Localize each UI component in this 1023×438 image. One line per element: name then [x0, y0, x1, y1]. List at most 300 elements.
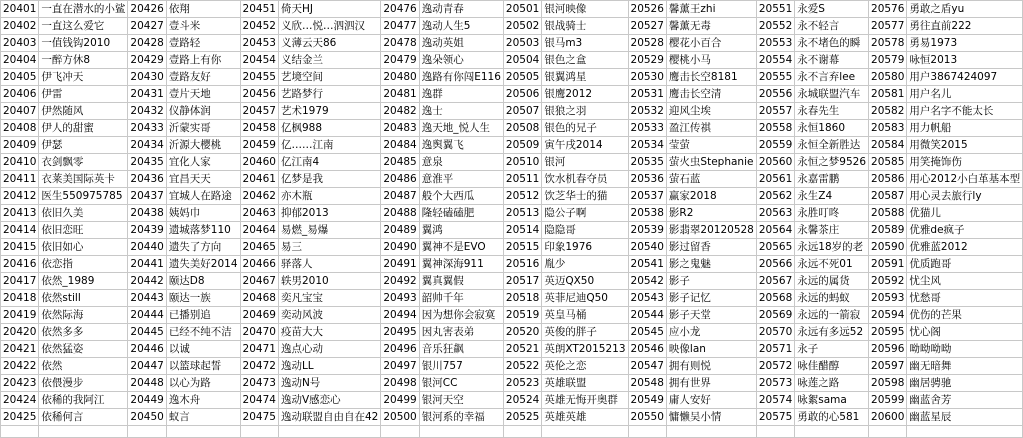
name-cell[interactable]: 依然多多	[39, 324, 128, 341]
name-cell[interactable]: 银河	[542, 154, 628, 171]
name-cell[interactable]: 依旧久美	[39, 205, 128, 222]
id-cell[interactable]: 20417	[1, 273, 39, 290]
name-cell[interactable]: 沂源大樱桃	[166, 137, 240, 154]
name-cell[interactable]: 英雄英雄	[542, 409, 628, 426]
name-cell[interactable]: 勇敢之盾yu	[907, 1, 1023, 18]
id-cell[interactable]: 20535	[628, 154, 666, 171]
name-cell[interactable]: 依旧如心	[39, 239, 128, 256]
id-cell[interactable]: 20597	[869, 358, 907, 375]
name-cell[interactable]: 萤火虫Stephanie	[666, 154, 756, 171]
id-cell[interactable]: 20578	[869, 35, 907, 52]
id-cell[interactable]: 20468	[240, 290, 278, 307]
id-cell[interactable]: 20590	[869, 239, 907, 256]
id-cell[interactable]: 20449	[128, 392, 166, 409]
name-cell[interactable]: 英朗XT2015213	[542, 341, 628, 358]
name-cell[interactable]: 用笑掩饰伤	[907, 154, 1023, 171]
name-cell[interactable]: 胤少	[542, 256, 628, 273]
name-cell[interactable]: 意泉	[419, 154, 503, 171]
name-cell[interactable]: 永恒全新胜达	[795, 137, 869, 154]
id-cell[interactable]: 20523	[503, 375, 541, 392]
name-cell[interactable]: 宜城人在路途	[166, 188, 240, 205]
name-cell[interactable]: 疫苗大大	[278, 324, 380, 341]
id-cell[interactable]: 20544	[628, 307, 666, 324]
id-cell[interactable]: 20474	[240, 392, 278, 409]
name-cell[interactable]: 优伤的芒果	[907, 307, 1023, 324]
name-cell[interactable]: 饮芝华士的猫	[542, 188, 628, 205]
id-cell[interactable]: 20409	[1, 137, 39, 154]
name-cell[interactable]: 壹斗米	[166, 18, 240, 35]
name-cell[interactable]: 寅午戌2014	[542, 137, 628, 154]
name-cell[interactable]: 隐隐哥	[542, 222, 628, 239]
name-cell[interactable]: 逸动LL	[278, 358, 380, 375]
name-cell[interactable]: 优雅蓝2012	[907, 239, 1023, 256]
id-cell[interactable]: 20582	[869, 103, 907, 120]
empty-cell[interactable]	[39, 426, 128, 438]
id-cell[interactable]: 20583	[869, 120, 907, 137]
name-cell[interactable]: 颐达一族	[166, 290, 240, 307]
empty-cell[interactable]	[503, 426, 541, 438]
name-cell[interactable]: 优雅de疯子	[907, 222, 1023, 239]
name-cell[interactable]: 永馨茶庄	[795, 222, 869, 239]
name-cell[interactable]: 宜昌天天	[166, 171, 240, 188]
name-cell[interactable]: 抑郁2013	[278, 205, 380, 222]
name-cell[interactable]: 逸动N号	[278, 375, 380, 392]
id-cell[interactable]: 20572	[756, 358, 794, 375]
id-cell[interactable]: 20573	[756, 375, 794, 392]
name-cell[interactable]: 影子	[666, 273, 756, 290]
id-cell[interactable]: 20479	[381, 52, 419, 69]
id-cell[interactable]: 20598	[869, 375, 907, 392]
id-cell[interactable]: 20534	[628, 137, 666, 154]
id-cell[interactable]: 20556	[756, 86, 794, 103]
id-cell[interactable]: 20461	[240, 171, 278, 188]
empty-cell[interactable]	[240, 426, 278, 438]
id-cell[interactable]: 20585	[869, 154, 907, 171]
name-cell[interactable]: 应小龙	[666, 324, 756, 341]
id-cell[interactable]: 20431	[128, 86, 166, 103]
name-cell[interactable]: 用户名儿	[907, 86, 1023, 103]
id-cell[interactable]: 20547	[628, 358, 666, 375]
name-cell[interactable]: 音乐狂飙	[419, 341, 503, 358]
id-cell[interactable]: 20401	[1, 1, 39, 18]
empty-cell[interactable]	[628, 426, 666, 438]
id-cell[interactable]: 20450	[128, 409, 166, 426]
name-cell[interactable]: 永不言弃lee	[795, 69, 869, 86]
name-cell[interactable]: 依恋指	[39, 256, 128, 273]
name-cell[interactable]: 永远的属货	[795, 273, 869, 290]
name-cell[interactable]: 幽蓝舍芳	[907, 392, 1023, 409]
name-cell[interactable]: 庸人安好	[666, 392, 756, 409]
empty-cell[interactable]	[795, 426, 869, 438]
name-cell[interactable]: 般个大西瓜	[419, 188, 503, 205]
id-cell[interactable]: 20405	[1, 69, 39, 86]
id-cell[interactable]: 20465	[240, 239, 278, 256]
id-cell[interactable]: 20586	[869, 171, 907, 188]
name-cell[interactable]: 永不轻言	[795, 18, 869, 35]
name-cell[interactable]: 永恒之梦9526	[795, 154, 869, 171]
id-cell[interactable]: 20522	[503, 358, 541, 375]
id-cell[interactable]: 20508	[503, 120, 541, 137]
id-cell[interactable]: 20425	[1, 409, 39, 426]
id-cell[interactable]: 20484	[381, 137, 419, 154]
name-cell[interactable]: 隆轻磕磕肥	[419, 205, 503, 222]
id-cell[interactable]: 20408	[1, 120, 39, 137]
name-cell[interactable]: 逸动V感恋心	[278, 392, 380, 409]
name-cell[interactable]: 依旧恋旺	[39, 222, 128, 239]
name-cell[interactable]: 逸动青春	[419, 1, 503, 18]
id-cell[interactable]: 20548	[628, 375, 666, 392]
id-cell[interactable]: 20550	[628, 409, 666, 426]
name-cell[interactable]: 忧心阁	[907, 324, 1023, 341]
id-cell[interactable]: 20502	[503, 18, 541, 35]
name-cell[interactable]: 依偎漫步	[39, 375, 128, 392]
name-cell[interactable]: 义结金兰	[278, 52, 380, 69]
name-cell[interactable]: 奕动风波	[278, 307, 380, 324]
id-cell[interactable]: 20564	[756, 222, 794, 239]
name-cell[interactable]: 依然_1989	[39, 273, 128, 290]
name-cell[interactable]: 依然猛姿	[39, 341, 128, 358]
id-cell[interactable]: 20437	[128, 188, 166, 205]
id-cell[interactable]: 20516	[503, 256, 541, 273]
name-cell[interactable]: 亿梦是我	[278, 171, 380, 188]
name-cell[interactable]: 用心灵去旅行ly	[907, 188, 1023, 205]
id-cell[interactable]: 20574	[756, 392, 794, 409]
id-cell[interactable]: 20511	[503, 171, 541, 188]
name-cell[interactable]: 永恒1860	[795, 120, 869, 137]
id-cell[interactable]: 20500	[381, 409, 419, 426]
id-cell[interactable]: 20537	[628, 188, 666, 205]
empty-cell[interactable]	[166, 426, 240, 438]
name-cell[interactable]: 逸舆翼飞	[419, 137, 503, 154]
id-cell[interactable]: 20503	[503, 35, 541, 52]
id-cell[interactable]: 20427	[128, 18, 166, 35]
id-cell[interactable]: 20539	[628, 222, 666, 239]
name-cell[interactable]: 永胜叮咚	[795, 205, 869, 222]
id-cell[interactable]: 20423	[1, 375, 39, 392]
name-cell[interactable]: 英菲尼迪Q50	[542, 290, 628, 307]
name-cell[interactable]: 易燃_易爆	[278, 222, 380, 239]
empty-cell[interactable]	[381, 426, 419, 438]
id-cell[interactable]: 20488	[381, 205, 419, 222]
name-cell[interactable]: 永不堵色的瞬	[795, 35, 869, 52]
id-cell[interactable]: 20506	[503, 86, 541, 103]
id-cell[interactable]: 20600	[869, 409, 907, 426]
name-cell[interactable]: 一直这么爱它	[39, 18, 128, 35]
name-cell[interactable]: 用户3867424097	[907, 69, 1023, 86]
name-cell[interactable]: 遗失美好2014	[166, 256, 240, 273]
name-cell[interactable]: 壹路上有你	[166, 52, 240, 69]
id-cell[interactable]: 20463	[240, 205, 278, 222]
id-cell[interactable]: 20528	[628, 35, 666, 52]
id-cell[interactable]: 20575	[756, 409, 794, 426]
id-cell[interactable]: 20591	[869, 256, 907, 273]
name-cell[interactable]: 亿枫988	[278, 120, 380, 137]
id-cell[interactable]: 20557	[756, 103, 794, 120]
id-cell[interactable]: 20470	[240, 324, 278, 341]
id-cell[interactable]: 20445	[128, 324, 166, 341]
id-cell[interactable]: 20407	[1, 103, 39, 120]
empty-cell[interactable]	[128, 426, 166, 438]
id-cell[interactable]: 20569	[756, 307, 794, 324]
name-cell[interactable]: 壹路友好	[166, 69, 240, 86]
name-cell[interactable]: 奕凡宝宝	[278, 290, 380, 307]
id-cell[interactable]: 20501	[503, 1, 541, 18]
empty-cell[interactable]	[278, 426, 380, 438]
id-cell[interactable]: 20464	[240, 222, 278, 239]
id-cell[interactable]: 20513	[503, 205, 541, 222]
id-cell[interactable]: 20487	[381, 188, 419, 205]
name-cell[interactable]: 拥有则悦	[666, 358, 756, 375]
id-cell[interactable]: 20422	[1, 358, 39, 375]
id-cell[interactable]: 20430	[128, 69, 166, 86]
id-cell[interactable]: 20594	[869, 307, 907, 324]
name-cell[interactable]: 幽无暗舞	[907, 358, 1023, 375]
name-cell[interactable]: 樱桃小马	[666, 52, 756, 69]
name-cell[interactable]: 颐达D8	[166, 273, 240, 290]
id-cell[interactable]: 20466	[240, 256, 278, 273]
id-cell[interactable]: 20452	[240, 18, 278, 35]
id-cell[interactable]: 20486	[381, 171, 419, 188]
id-cell[interactable]: 20456	[240, 86, 278, 103]
name-cell[interactable]: 英伦之恋	[542, 358, 628, 375]
empty-cell[interactable]	[542, 426, 628, 438]
id-cell[interactable]: 20521	[503, 341, 541, 358]
name-cell[interactable]: 依然	[39, 358, 128, 375]
id-cell[interactable]: 20509	[503, 137, 541, 154]
name-cell[interactable]: 永嘉雷鹏	[795, 171, 869, 188]
id-cell[interactable]: 20515	[503, 239, 541, 256]
name-cell[interactable]: 伊瑟	[39, 137, 128, 154]
id-cell[interactable]: 20570	[756, 324, 794, 341]
id-cell[interactable]: 20434	[128, 137, 166, 154]
name-cell[interactable]: 呦呦呦呦	[907, 341, 1023, 358]
name-cell[interactable]: 印象1976	[542, 239, 628, 256]
id-cell[interactable]: 20451	[240, 1, 278, 18]
id-cell[interactable]: 20519	[503, 307, 541, 324]
name-cell[interactable]: 盈江传祺	[666, 120, 756, 137]
name-cell[interactable]: 逸点心动	[278, 341, 380, 358]
id-cell[interactable]: 20518	[503, 290, 541, 307]
id-cell[interactable]: 20459	[240, 137, 278, 154]
id-cell[interactable]: 20554	[756, 52, 794, 69]
name-cell[interactable]: 鹰击长空清	[666, 86, 756, 103]
name-cell[interactable]: 咏莲之路	[795, 375, 869, 392]
name-cell[interactable]: 莹萤	[666, 137, 756, 154]
name-cell[interactable]: 一醉方休8	[39, 52, 128, 69]
name-cell[interactable]: 用力帆船	[907, 120, 1023, 137]
id-cell[interactable]: 20546	[628, 341, 666, 358]
name-cell[interactable]: 银河CC	[419, 375, 503, 392]
name-cell[interactable]: 银色的兄子	[542, 120, 628, 137]
name-cell[interactable]: 永远的一箭寂	[795, 307, 869, 324]
id-cell[interactable]: 20416	[1, 256, 39, 273]
id-cell[interactable]: 20471	[240, 341, 278, 358]
name-cell[interactable]: 鹰击长空8181	[666, 69, 756, 86]
name-cell[interactable]: 樱花小百合	[666, 35, 756, 52]
id-cell[interactable]: 20531	[628, 86, 666, 103]
id-cell[interactable]: 20579	[869, 52, 907, 69]
id-cell[interactable]: 20551	[756, 1, 794, 18]
id-cell[interactable]: 20540	[628, 239, 666, 256]
name-cell[interactable]: 影R2	[666, 205, 756, 222]
name-cell[interactable]: 永爱S	[795, 1, 869, 18]
name-cell[interactable]: 义薄云天86	[278, 35, 380, 52]
name-cell[interactable]: 逸动英姐	[419, 35, 503, 52]
id-cell[interactable]: 20482	[381, 103, 419, 120]
name-cell[interactable]: 医生550975785	[39, 188, 128, 205]
id-cell[interactable]: 20529	[628, 52, 666, 69]
id-cell[interactable]: 20453	[240, 35, 278, 52]
name-cell[interactable]: 用微笑2015	[907, 137, 1023, 154]
name-cell[interactable]: 逸天地_悦人生	[419, 120, 503, 137]
name-cell[interactable]: 勇往直前222	[907, 18, 1023, 35]
name-cell[interactable]: 英迈QX50	[542, 273, 628, 290]
name-cell[interactable]: 蚁言	[166, 409, 240, 426]
id-cell[interactable]: 20517	[503, 273, 541, 290]
id-cell[interactable]: 20581	[869, 86, 907, 103]
empty-cell[interactable]	[1, 426, 39, 438]
name-cell[interactable]: 依然际海	[39, 307, 128, 324]
empty-cell[interactable]	[907, 426, 1023, 438]
id-cell[interactable]: 20571	[756, 341, 794, 358]
id-cell[interactable]: 20525	[503, 409, 541, 426]
id-cell[interactable]: 20542	[628, 273, 666, 290]
name-cell[interactable]: 逸木舟	[166, 392, 240, 409]
name-cell[interactable]: 永不谢幕	[795, 52, 869, 69]
name-cell[interactable]: 银战骑士	[542, 18, 628, 35]
id-cell[interactable]: 20524	[503, 392, 541, 409]
id-cell[interactable]: 20424	[1, 392, 39, 409]
id-cell[interactable]: 20510	[503, 154, 541, 171]
id-cell[interactable]: 20527	[628, 18, 666, 35]
id-cell[interactable]: 20561	[756, 171, 794, 188]
name-cell[interactable]: 易三	[278, 239, 380, 256]
id-cell[interactable]: 20454	[240, 52, 278, 69]
name-cell[interactable]: 以心为路	[166, 375, 240, 392]
id-cell[interactable]: 20596	[869, 341, 907, 358]
id-cell[interactable]: 20560	[756, 154, 794, 171]
id-cell[interactable]: 20552	[756, 18, 794, 35]
id-cell[interactable]: 20473	[240, 375, 278, 392]
name-cell[interactable]: 馨薰无毒	[666, 18, 756, 35]
name-cell[interactable]: 永城联盟汽车	[795, 86, 869, 103]
id-cell[interactable]: 20444	[128, 307, 166, 324]
id-cell[interactable]: 20543	[628, 290, 666, 307]
id-cell[interactable]: 20568	[756, 290, 794, 307]
name-cell[interactable]: 逸群	[419, 86, 503, 103]
name-cell[interactable]: 幽蓝星辰	[907, 409, 1023, 426]
name-cell[interactable]: 银狼之羽	[542, 103, 628, 120]
name-cell[interactable]: 银马m3	[542, 35, 628, 52]
name-cell[interactable]: 一值钱钩2010	[39, 35, 128, 52]
id-cell[interactable]: 20566	[756, 256, 794, 273]
name-cell[interactable]: 伊雷	[39, 86, 128, 103]
name-cell[interactable]: 银川757	[419, 358, 503, 375]
name-cell[interactable]: 用户名字不能太长	[907, 103, 1023, 120]
name-cell[interactable]: 饮水机春夺员	[542, 171, 628, 188]
id-cell[interactable]: 20526	[628, 1, 666, 18]
empty-cell[interactable]	[869, 426, 907, 438]
name-cell[interactable]: 英雄无悔开奥群	[542, 392, 628, 409]
id-cell[interactable]: 20469	[240, 307, 278, 324]
name-cell[interactable]: 逸动人生5	[419, 18, 503, 35]
id-cell[interactable]: 20555	[756, 69, 794, 86]
name-cell[interactable]: 幽居骋驰	[907, 375, 1023, 392]
id-cell[interactable]: 20549	[628, 392, 666, 409]
name-cell[interactable]: 优质跑哥	[907, 256, 1023, 273]
name-cell[interactable]: 逸朵领心	[419, 52, 503, 69]
id-cell[interactable]: 20439	[128, 222, 166, 239]
id-cell[interactable]: 20507	[503, 103, 541, 120]
id-cell[interactable]: 20475	[240, 409, 278, 426]
id-cell[interactable]: 20436	[128, 171, 166, 188]
id-cell[interactable]: 20467	[240, 273, 278, 290]
id-cell[interactable]: 20411	[1, 171, 39, 188]
name-cell[interactable]: 逸路有你闯E116	[419, 69, 503, 86]
name-cell[interactable]: 艺境空间	[278, 69, 380, 86]
id-cell[interactable]: 20577	[869, 18, 907, 35]
name-cell[interactable]: 慵懒吴小情	[666, 409, 756, 426]
name-cell[interactable]: 翼神深海911	[419, 256, 503, 273]
empty-cell[interactable]	[419, 426, 503, 438]
name-cell[interactable]: 永远有多远52	[795, 324, 869, 341]
name-cell[interactable]: 艺术1979	[278, 103, 380, 120]
name-cell[interactable]: 依然still	[39, 290, 128, 307]
id-cell[interactable]: 20478	[381, 35, 419, 52]
id-cell[interactable]: 20589	[869, 222, 907, 239]
name-cell[interactable]: 忧尘风	[907, 273, 1023, 290]
id-cell[interactable]: 20505	[503, 69, 541, 86]
name-cell[interactable]: 银河系的幸福	[419, 409, 503, 426]
id-cell[interactable]: 20562	[756, 188, 794, 205]
name-cell[interactable]: 影之鬼魅	[666, 256, 756, 273]
id-cell[interactable]: 20438	[128, 205, 166, 222]
id-cell[interactable]: 20565	[756, 239, 794, 256]
id-cell[interactable]: 20593	[869, 290, 907, 307]
name-cell[interactable]: 壹片天地	[166, 86, 240, 103]
id-cell[interactable]: 20443	[128, 290, 166, 307]
name-cell[interactable]: 伊飞冲天	[39, 69, 128, 86]
id-cell[interactable]: 20481	[381, 86, 419, 103]
id-cell[interactable]: 20419	[1, 307, 39, 324]
empty-cell[interactable]	[666, 426, 756, 438]
name-cell[interactable]: 倚天HJ	[278, 1, 380, 18]
name-cell[interactable]: 翼神不是EVO	[419, 239, 503, 256]
name-cell[interactable]: 艺路梦行	[278, 86, 380, 103]
name-cell[interactable]: 永远的蚂蚁	[795, 290, 869, 307]
name-cell[interactable]: 英雄联盟	[542, 375, 628, 392]
name-cell[interactable]: 英皇马桶	[542, 307, 628, 324]
name-cell[interactable]: 勇敢的心581	[795, 409, 869, 426]
id-cell[interactable]: 20492	[381, 273, 419, 290]
name-cell[interactable]: 影子记忆	[666, 290, 756, 307]
id-cell[interactable]: 20514	[503, 222, 541, 239]
name-cell[interactable]: 咏佳醋醇	[795, 358, 869, 375]
id-cell[interactable]: 20536	[628, 171, 666, 188]
name-cell[interactable]: 遗失了方向	[166, 239, 240, 256]
id-cell[interactable]: 20428	[128, 35, 166, 52]
id-cell[interactable]: 20497	[381, 358, 419, 375]
name-cell[interactable]: 已播别追	[166, 307, 240, 324]
name-cell[interactable]: 一直在潜水的小鲨	[39, 1, 128, 18]
id-cell[interactable]: 20599	[869, 392, 907, 409]
id-cell[interactable]: 20512	[503, 188, 541, 205]
id-cell[interactable]: 20499	[381, 392, 419, 409]
id-cell[interactable]: 20595	[869, 324, 907, 341]
name-cell[interactable]: 永远不死01	[795, 256, 869, 273]
name-cell[interactable]: 因为想你会寂寞	[419, 307, 503, 324]
name-cell[interactable]: 银河映像	[542, 1, 628, 18]
